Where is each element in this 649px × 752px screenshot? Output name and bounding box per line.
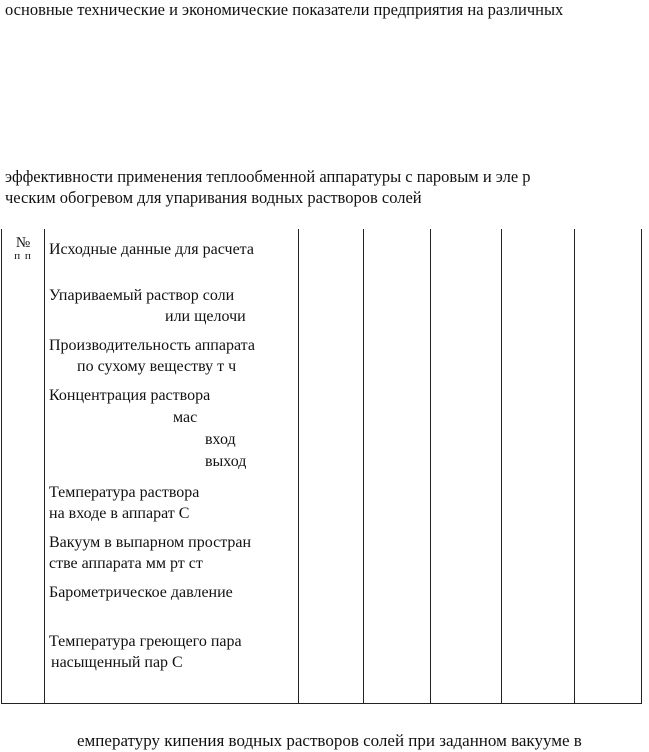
data-column-5 <box>575 229 642 704</box>
parameter-barometric: Барометрическое давление <box>49 584 233 601</box>
parameter-header: Исходные данные для расчета <box>49 241 254 258</box>
parameter-temperature: Температура раствора <box>49 484 200 501</box>
number-header: № <box>15 235 31 251</box>
row-number-column <box>2 229 45 704</box>
parameter-solution-cont: или щелочи <box>165 308 246 325</box>
top-text-line: основные технические и экономические показатели предприятия на различных <box>5 0 564 19</box>
bottom-text-line: емпературу кипения водных растворов солей при заданном вакууме в <box>77 731 582 750</box>
data-column-1 <box>299 229 364 704</box>
parameter-concentration: Концентрация раствора <box>49 387 211 404</box>
parameter-capacity-cont: по сухому веществу т ч <box>77 358 237 375</box>
table-caption-line-1: эффективности применения теплообменной аппаратуры с паровым и эле р <box>5 167 531 186</box>
parameter-capacity: Производительность аппарата <box>49 337 255 354</box>
parameter-temperature-cont: на входе в аппарат С <box>49 505 190 522</box>
parameter-solution: Упариваемый раствор соли <box>49 287 235 304</box>
source-data-table <box>1 229 642 704</box>
parameter-concentration-in: вход <box>205 431 236 448</box>
parameter-concentration-unit: мас <box>173 409 198 426</box>
parameter-steam-temp-cont: насыщенный пар С <box>51 654 183 671</box>
parameter-steam-temp: Температура греющего пара <box>49 633 242 650</box>
data-column-3 <box>431 229 502 704</box>
data-column-2 <box>364 229 431 704</box>
parameter-concentration-out: выход <box>205 453 247 470</box>
data-column-4 <box>502 229 575 704</box>
table-caption-line-2: ческим обогревом для упаривания водных растворов солей <box>5 188 422 207</box>
number-subheader: п п <box>14 250 32 262</box>
parameter-column <box>45 229 299 704</box>
parameter-vacuum: Вакуум в выпарном простран <box>49 534 252 551</box>
parameter-vacuum-cont: стве аппарата мм рт ст <box>49 555 203 572</box>
